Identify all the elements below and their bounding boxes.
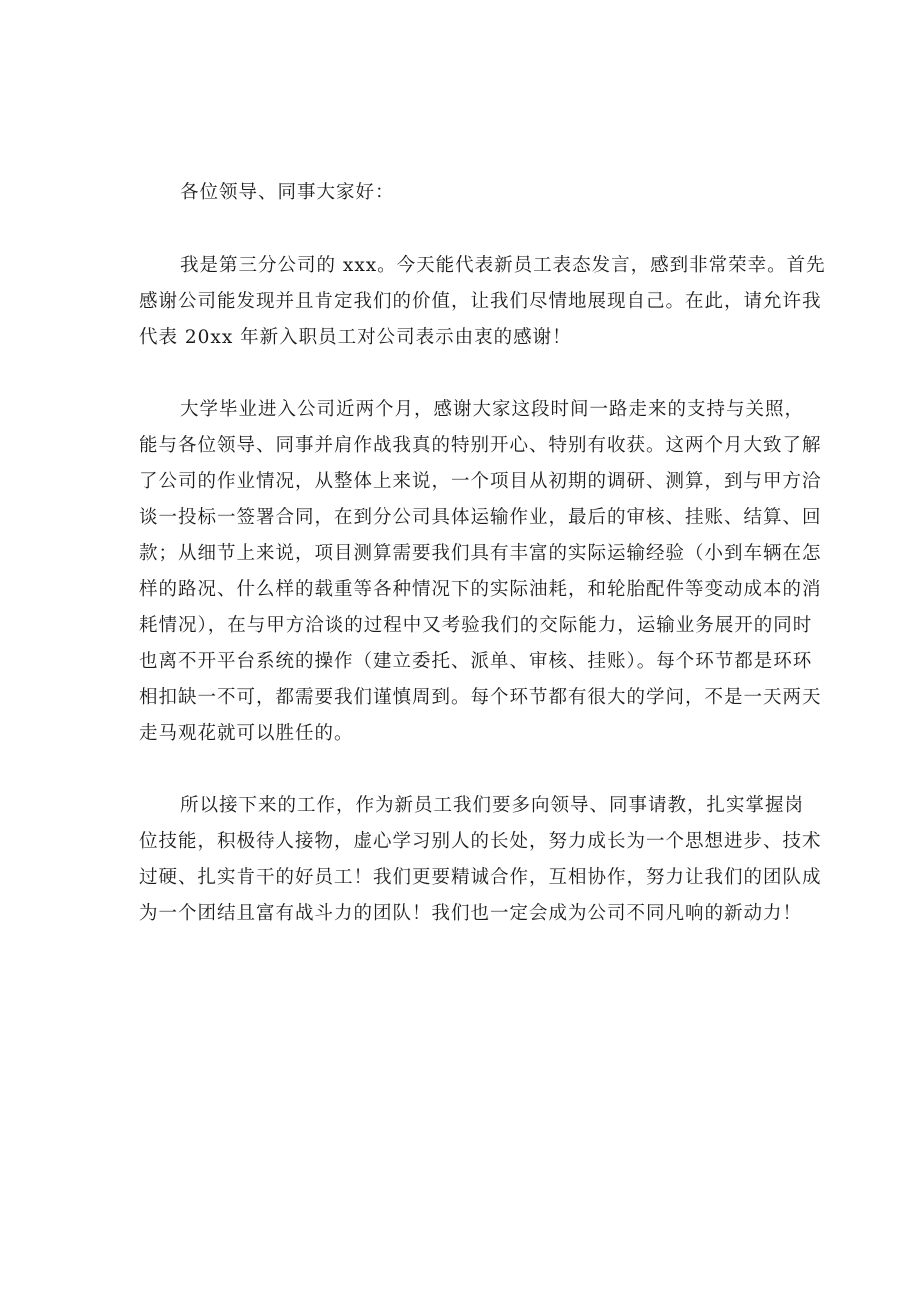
paragraph-line: 所以接下来的工作，作为新员工我们要多向领导、同事请教，扎实掌握岗 (180, 795, 805, 816)
paragraph-line: 耗情况），在与甲方洽谈的过程中又考验我们的交际能力，运输业务展开的同时 (139, 615, 813, 636)
paragraph-spacer (139, 211, 781, 248)
paragraph-1 (139, 248, 826, 356)
paragraph-line: 感谢公司能发现并且肯定我们的价值，让我们尽情地展现自己。在此，请允许我 (139, 291, 822, 312)
paragraph-line: 过硬、扎实肯干的好员工！我们更要精诚合作，互相协作，努力让我们的团队成 (139, 867, 822, 888)
paragraph-spacer (139, 752, 781, 788)
paragraph-line: 相扣缺一不可，都需要我们谨慎周到。每个环节都有很大的学问，不是一天两天 (139, 687, 822, 708)
paragraph-line: 款；从细节上来说，项目测算需要我们具有丰富的实际运输经验（小到车辆在怎 (139, 543, 822, 564)
paragraph-spacer (139, 356, 781, 392)
salutation: 各位领导、同事大家好： (180, 182, 395, 203)
paragraph-line: 样的路况、什么样的载重等各种情况下的实际油耗，和轮胎配件等变动成本的消 (139, 579, 822, 600)
paragraph-line: 了公司的作业情况，从整体上来说，一个项目从初期的调研、测算，到与甲方洽 (139, 471, 822, 492)
paragraph-line: 我是第三分公司的 xxx。今天能代表新员工表态发言，感到非常荣幸。首先 (180, 255, 826, 276)
paragraph-line: 谈一投标一签署合同，在到分公司具体运输作业，最后的审核、挂账、结算、回 (139, 507, 822, 528)
paragraph-2 (139, 392, 822, 752)
paragraph-line: 为一个团结且富有战斗力的团队！我们也一定会成为公司不同凡响的新动力！ (139, 903, 803, 924)
paragraph-line: 位技能，积极待人接物，虚心学习别人的长处，努力成长为一个思想进步、技术 (139, 831, 822, 852)
paragraph-line: 代表 20xx 年新入职员工对公司表示由衷的感谢！ (139, 327, 572, 348)
paragraph-line: 大学毕业进入公司近两个月，感谢大家这段时间一路走来的支持与关照， (180, 399, 805, 420)
paragraph-line: 也离不开平台系统的操作（建立委托、派单、审核、挂账）。每个环节都是环环 (139, 651, 813, 672)
paragraph-3 (139, 788, 822, 932)
paragraph-line: 能与各位领导、同事并肩作战我真的特别开心、特别有收获。这两个月大致了解 (139, 435, 822, 456)
paragraph-line: 走马观花就可以胜任的。 (139, 723, 354, 744)
document-body (139, 175, 826, 932)
